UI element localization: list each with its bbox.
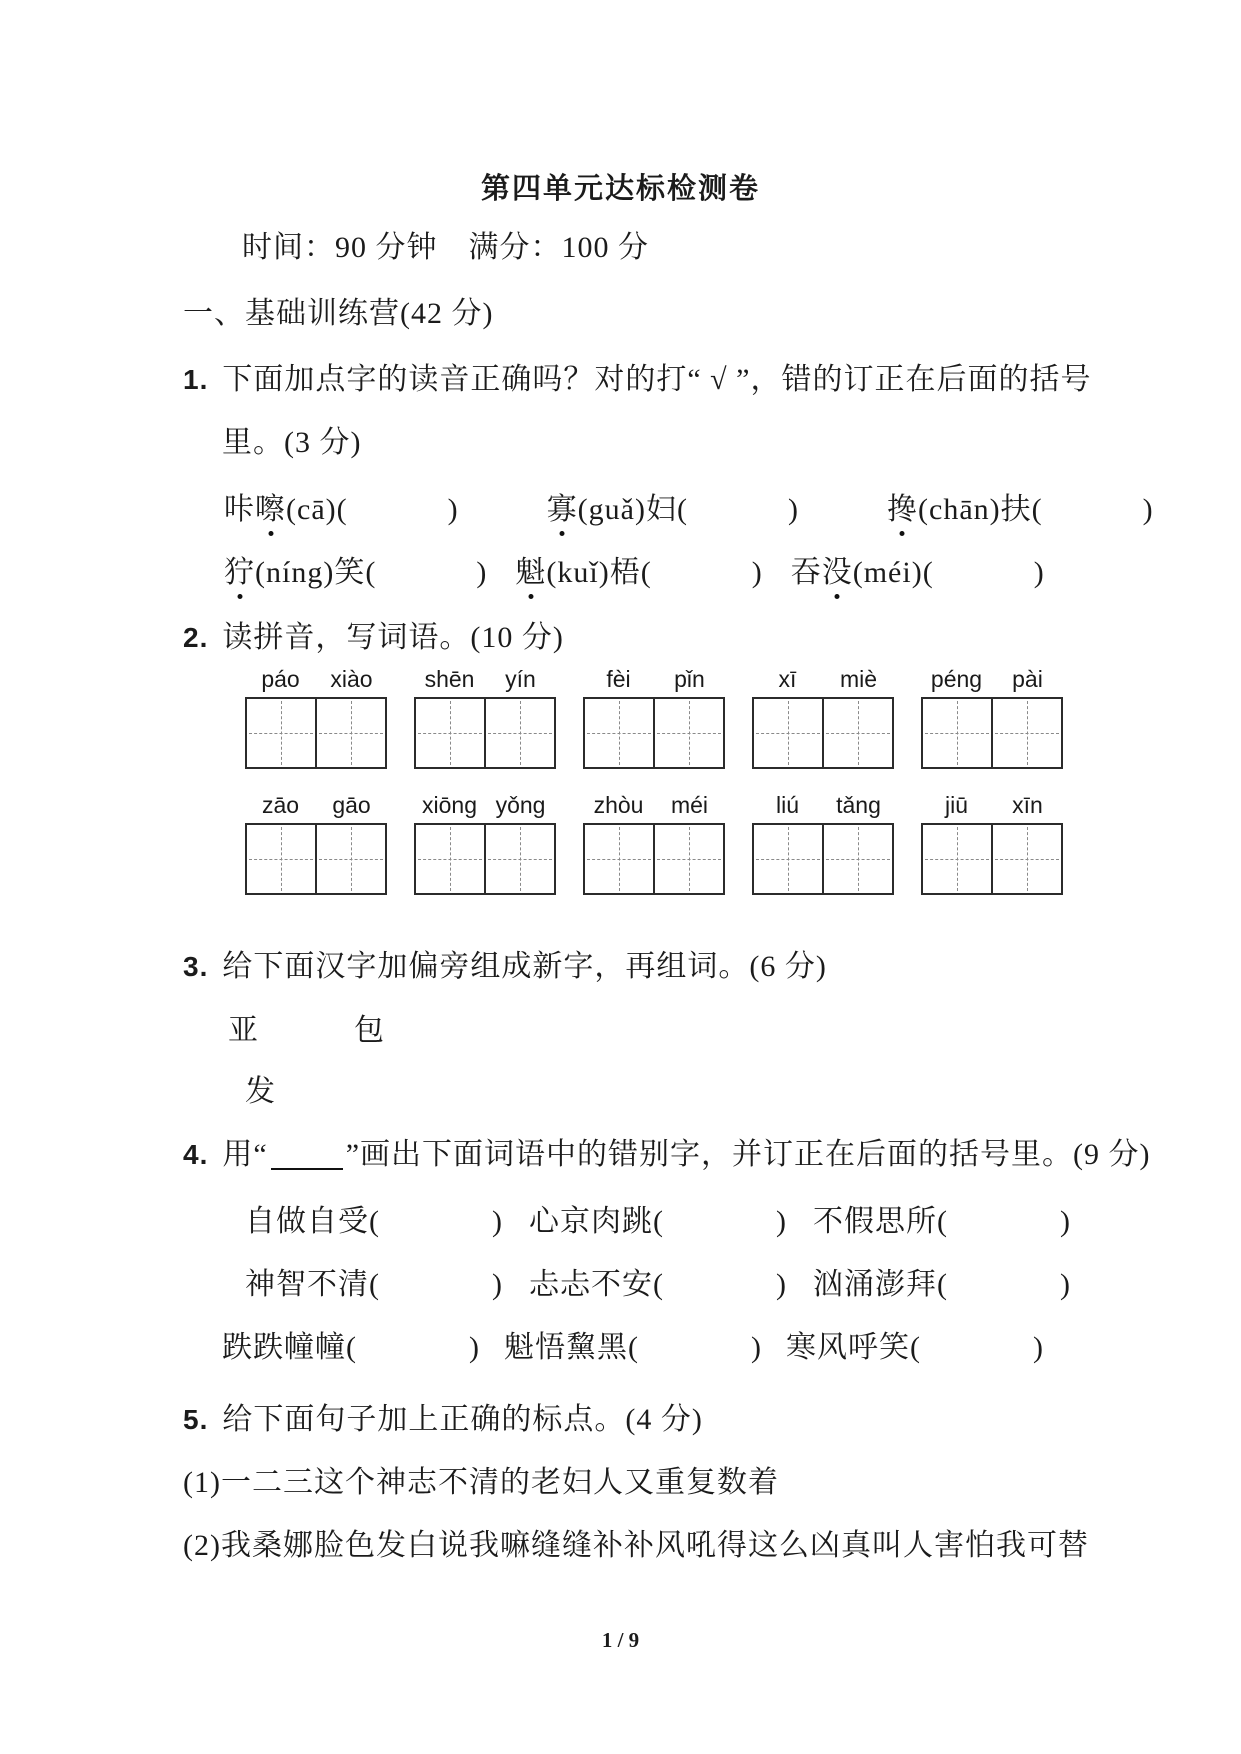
char: 黧 xyxy=(566,1331,597,1364)
writing-box xyxy=(921,697,1063,769)
pinyin-write-group xyxy=(245,664,387,769)
dotted-char: 嚓 xyxy=(255,493,286,526)
question-1-text: 下面加点字的读音正确吗？对的打“ √ ”，错的订正在后面的括号 xyxy=(222,363,1092,396)
writing-cell xyxy=(315,699,385,767)
question-3-heading xyxy=(183,949,827,985)
writing-cell xyxy=(585,699,653,767)
answer-blank-paren: ( ) xyxy=(922,556,1045,589)
pinyin-labels xyxy=(921,790,1063,820)
pinyin-labels xyxy=(752,790,894,820)
char: 智 xyxy=(276,1268,307,1301)
writing-box xyxy=(245,823,387,895)
char: é xyxy=(888,556,903,589)
word-with-blank xyxy=(786,1330,1044,1366)
pinyin-syllable: xī xyxy=(778,666,797,692)
pinyin-syllable: tǎng xyxy=(836,792,881,818)
question-4-heading xyxy=(183,1137,1150,1173)
writing-box xyxy=(583,697,725,769)
pinyin-syllable: pài xyxy=(1012,666,1043,692)
char: 妇 xyxy=(645,493,677,526)
pinyin-write-group xyxy=(414,790,556,895)
answer-blank-paren: ( ) xyxy=(653,1268,787,1301)
pinyin-syllable: jiū xyxy=(944,792,968,818)
writing-box xyxy=(752,823,894,895)
char: ǐ xyxy=(589,556,599,589)
pinyin-syllable: gāo xyxy=(332,792,371,818)
char: i xyxy=(902,556,912,589)
pinyin-labels xyxy=(583,790,725,820)
question-5-text: 给下面句子加上正确的标点。(4 分) xyxy=(222,1403,703,1436)
writing-cell xyxy=(991,825,1061,893)
question-2-number: 2. xyxy=(183,622,209,653)
writing-cell xyxy=(315,825,385,893)
char: n xyxy=(266,556,282,589)
char: ) xyxy=(634,493,646,526)
pinyin-syllable: zhòu xyxy=(593,792,644,818)
pinyin-syllable: yín xyxy=(505,666,536,692)
char: ā xyxy=(959,493,974,526)
char: 风 xyxy=(817,1331,848,1364)
writing-cell xyxy=(754,699,822,767)
pinyin-labels xyxy=(245,790,387,820)
pinyin-syllable: méi xyxy=(670,792,709,818)
answer-blank-paren: ( ) xyxy=(365,556,488,589)
writing-cell xyxy=(247,825,315,893)
q4-word-row-3 xyxy=(222,1330,1044,1366)
q4-word-row-1 xyxy=(245,1204,1071,1240)
char: 忐 xyxy=(529,1268,560,1301)
writing-cell xyxy=(416,699,484,767)
char: 跳 xyxy=(622,1205,653,1238)
word-with-blank xyxy=(813,1267,1071,1303)
question-1-heading-wrap: 里。(3 分) xyxy=(222,426,362,459)
char: 扶 xyxy=(1000,493,1032,526)
char: 清 xyxy=(338,1268,369,1301)
pinyin-syllable: liú xyxy=(775,792,799,818)
word-with-blank xyxy=(245,1267,503,1303)
answer-blank-paren: ( ) xyxy=(676,493,799,526)
pinyin-box-row-2 xyxy=(245,790,1063,895)
char: 不 xyxy=(307,1268,338,1301)
char: 假 xyxy=(844,1205,875,1238)
char: 拜 xyxy=(906,1268,937,1301)
q3-char-fa: 发 xyxy=(245,1075,276,1108)
answer-blank-paren: ( ) xyxy=(369,1205,503,1238)
pinyin-syllable: páo xyxy=(261,666,300,692)
char: 涌 xyxy=(844,1268,875,1301)
char: 肉 xyxy=(591,1205,622,1238)
writing-box xyxy=(752,697,894,769)
pinyin-syllable: zāo xyxy=(261,792,300,818)
question-1-number: 1. xyxy=(183,364,209,395)
word-with-blank xyxy=(515,555,762,591)
pinyin-labels xyxy=(414,790,556,820)
writing-cell xyxy=(923,825,991,893)
char: 不 xyxy=(813,1205,844,1238)
char: 咔 xyxy=(224,493,255,526)
pinyin-write-group xyxy=(414,664,556,769)
dotted-char: 魁 xyxy=(515,556,547,589)
char: 寒 xyxy=(786,1331,817,1364)
char: 神 xyxy=(245,1268,276,1301)
dotted-char: 寡 xyxy=(546,493,578,526)
char: h xyxy=(943,493,960,526)
char: ( xyxy=(286,493,297,526)
char: 黑 xyxy=(597,1331,628,1364)
answer-blank-paren: ( ) xyxy=(628,1331,762,1364)
writing-cell xyxy=(653,699,723,767)
pinyin-labels xyxy=(245,664,387,694)
char: u xyxy=(604,493,621,526)
answer-blank-paren: ( ) xyxy=(1031,493,1154,526)
char: g xyxy=(588,493,605,526)
dotted-char: 狞 xyxy=(224,556,255,589)
writing-box xyxy=(245,697,387,769)
word-with-blank xyxy=(887,492,1154,528)
writing-cell xyxy=(754,825,822,893)
question-4-text-post: ”画出下面词语中的错别字，并订正在后面的括号里。(9 分) xyxy=(345,1138,1151,1171)
char: ( xyxy=(917,493,929,526)
char: k xyxy=(557,556,574,589)
answer-blank-paren: ( ) xyxy=(937,1268,1071,1301)
pinyin-write-group xyxy=(583,790,725,895)
char: 不 xyxy=(591,1268,622,1301)
question-2-heading xyxy=(183,620,564,656)
writing-cell xyxy=(484,699,554,767)
time-score-meta: 时间：90 分钟 满分：100 分 xyxy=(242,231,649,264)
pinyin-write-group xyxy=(245,790,387,895)
writing-cell xyxy=(247,699,315,767)
char: ( xyxy=(577,493,589,526)
q1-word-row-2 xyxy=(224,555,1045,591)
char: 梧 xyxy=(609,556,641,589)
answer-blank-paren: ( ) xyxy=(369,1268,503,1301)
pinyin-labels xyxy=(414,664,556,694)
char: 悟 xyxy=(535,1331,566,1364)
pinyin-syllable: péng xyxy=(930,666,983,692)
question-2-text: 读拼音，写词语。(10 分) xyxy=(222,621,564,654)
question-5-heading xyxy=(183,1402,703,1438)
pinyin-write-group xyxy=(752,664,894,769)
char: n xyxy=(291,556,308,589)
char: c xyxy=(928,493,944,526)
char: 自 xyxy=(245,1205,276,1238)
char: 京 xyxy=(560,1205,591,1238)
answer-blank-paren: ( ) xyxy=(346,1331,480,1364)
word-with-blank xyxy=(547,492,799,528)
char: ) xyxy=(325,493,337,526)
pinyin-syllable: xīn xyxy=(1012,792,1043,818)
char: 自 xyxy=(307,1205,338,1238)
char: 幢 xyxy=(284,1331,315,1364)
char: 幢 xyxy=(315,1331,346,1364)
char: 呼 xyxy=(848,1331,879,1364)
underline-blank xyxy=(271,1168,343,1170)
char: 心 xyxy=(529,1205,560,1238)
char: ( xyxy=(546,556,558,589)
writing-cell xyxy=(923,699,991,767)
writing-cell xyxy=(653,825,723,893)
char: ) xyxy=(323,556,335,589)
char: ā xyxy=(311,493,326,526)
char: 受 xyxy=(338,1205,369,1238)
question-3-text: 给下面汉字加偏旁组成新字，再组词。(6 分) xyxy=(222,950,827,983)
question-4-text-pre: 用“ xyxy=(222,1138,268,1171)
pinyin-write-group xyxy=(921,790,1063,895)
answer-blank-paren: ( ) xyxy=(640,556,763,589)
q5-sentence-2: (2)我桑娜脸色发白说我嘛缝缝补补风吼得这么凶真叫人害怕我可替 xyxy=(183,1529,1089,1562)
dotted-char: 搀 xyxy=(886,493,918,526)
pinyin-syllable: xiào xyxy=(330,666,373,692)
question-3-number: 3. xyxy=(183,951,209,982)
char: n xyxy=(973,493,990,526)
answer-blank-paren: ( ) xyxy=(910,1331,1044,1364)
writing-cell xyxy=(822,699,892,767)
section-1-heading: 一、基础训练营(42 分) xyxy=(183,297,494,330)
char: ( xyxy=(852,556,864,589)
pinyin-labels xyxy=(921,664,1063,694)
answer-blank-paren: ( ) xyxy=(336,493,459,526)
writing-cell xyxy=(585,825,653,893)
pinyin-syllable: xiōng xyxy=(422,792,477,818)
char: 汹 xyxy=(813,1268,844,1301)
writing-box xyxy=(414,697,556,769)
word-with-blank xyxy=(791,555,1045,591)
dotted-char: 没 xyxy=(821,556,853,589)
word-with-blank xyxy=(813,1204,1071,1240)
answer-blank-paren: ( ) xyxy=(937,1205,1071,1238)
pinyin-syllable: yǒng xyxy=(495,792,546,818)
char: 所 xyxy=(906,1205,937,1238)
q1-word-row-1 xyxy=(224,492,1154,528)
char: ) xyxy=(911,556,923,589)
char: 思 xyxy=(875,1205,906,1238)
char: ) xyxy=(989,493,1001,526)
q5-sentence-1: (1)一二三这个神志不清的老妇人又重复数着 xyxy=(183,1466,779,1499)
char: ǎ xyxy=(620,493,635,526)
char: 跌 xyxy=(253,1331,284,1364)
writing-box xyxy=(921,823,1063,895)
char: 魁 xyxy=(504,1331,535,1364)
pinyin-labels xyxy=(583,664,725,694)
pinyin-syllable: pǐn xyxy=(674,666,705,692)
pinyin-syllable: fèi xyxy=(606,666,631,692)
pinyin-write-group xyxy=(921,664,1063,769)
word-with-blank xyxy=(222,1330,480,1366)
writing-cell xyxy=(991,699,1061,767)
writing-cell xyxy=(822,825,892,893)
question-4-number: 4. xyxy=(183,1139,209,1170)
q3-char-ya: 亚 xyxy=(228,1014,259,1047)
writing-box xyxy=(583,823,725,895)
char: g xyxy=(307,556,324,589)
word-with-blank xyxy=(529,1267,787,1303)
char: 笑 xyxy=(879,1331,910,1364)
writing-box xyxy=(414,823,556,895)
char: 忐 xyxy=(560,1268,591,1301)
pinyin-write-group xyxy=(583,664,725,769)
char: 做 xyxy=(276,1205,307,1238)
char: 吞 xyxy=(790,556,822,589)
pinyin-box-row-1 xyxy=(245,664,1063,769)
char: ( xyxy=(255,556,266,589)
char: 笑 xyxy=(334,556,366,589)
char: 跌 xyxy=(222,1331,253,1364)
char: í xyxy=(282,556,292,589)
pinyin-syllable: miè xyxy=(839,666,878,692)
question-1-heading xyxy=(183,362,1091,398)
char: 安 xyxy=(622,1268,653,1301)
question-5-number: 5. xyxy=(183,1404,209,1435)
char: u xyxy=(573,556,590,589)
char: c xyxy=(297,493,312,526)
page-number: 1 / 9 xyxy=(601,1628,640,1652)
pinyin-syllable: shēn xyxy=(424,666,475,692)
char: m xyxy=(863,556,889,589)
word-with-blank xyxy=(224,555,487,591)
q3-char-bao: 包 xyxy=(354,1014,385,1047)
answer-blank-paren: ( ) xyxy=(653,1205,787,1238)
word-with-blank xyxy=(224,492,459,528)
pinyin-labels xyxy=(752,664,894,694)
q4-word-row-2 xyxy=(245,1267,1071,1303)
writing-cell xyxy=(416,825,484,893)
q3-base-chars-row-2 xyxy=(245,1074,276,1110)
word-with-blank xyxy=(245,1204,503,1240)
char: 澎 xyxy=(875,1268,906,1301)
word-with-blank xyxy=(529,1204,787,1240)
page-title: 第四单元达标检测卷 xyxy=(480,173,760,205)
word-with-blank xyxy=(504,1330,762,1366)
char: ) xyxy=(598,556,610,589)
q3-base-chars-row-1 xyxy=(228,1013,385,1049)
writing-cell xyxy=(484,825,554,893)
pinyin-write-group xyxy=(752,790,894,895)
